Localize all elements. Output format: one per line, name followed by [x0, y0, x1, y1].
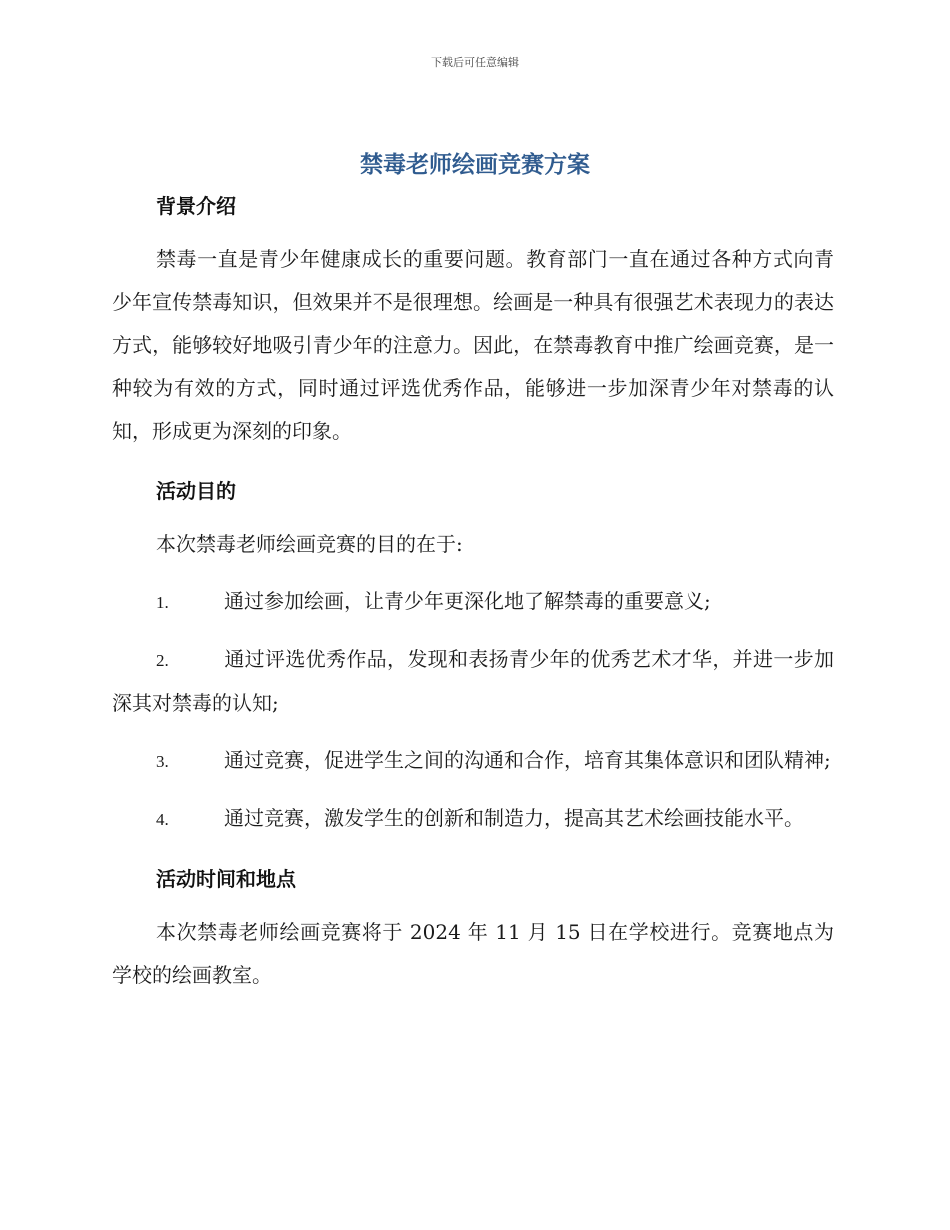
list-number: 4.: [156, 810, 169, 829]
list-item-text: 通过竞赛，促进学生之间的沟通和合作，培育其集体意识和团队精神;: [224, 748, 831, 772]
list-number: 3.: [156, 752, 169, 771]
list-item: [112, 739, 834, 783]
list-item-text: 通过竞赛，激发学生的创新和制造力，提高其艺术绘画技能水平。: [224, 806, 804, 830]
list-item-text: 通过评选优秀作品，发现和表扬青少年的优秀艺术才华，并进一步加深其对禁毒的认知;: [112, 647, 834, 715]
document-body: [112, 188, 834, 997]
list-item: [112, 638, 834, 725]
list-item: [112, 797, 834, 841]
document-title: 禁毒老师绘画竞赛方案: [360, 152, 590, 178]
header-note: 下载后可任意编辑: [431, 56, 519, 69]
time-place-paragraph: 本次禁毒老师绘画竞赛将于 2024 年 11 月 15 日在学校进行。竞赛地点为学校的绘画教室。: [112, 920, 834, 987]
background-paragraph: 禁毒一直是青少年健康成长的重要问题。教育部门一直在通过各种方式向青少年宣传禁毒知识，但效果并不是很理想。绘画是一种具有很强艺术表现力的表达方式，能够较好地吸引青少年的注意力。因此，在禁毒教育中推广绘画竞赛，是一种较为有效的方式，同时通过评选优秀作品，能够进一步加深青少年对禁毒的认知，形成更为深刻的印象。: [112, 247, 834, 443]
list-item: [112, 580, 834, 624]
purpose-intro: 本次禁毒老师绘画竞赛的目的在于:: [156, 532, 463, 556]
list-number: 2.: [156, 651, 169, 670]
section-heading-background: 背景介绍: [156, 194, 236, 218]
section-heading-time-place: 活动时间和地点: [156, 867, 296, 891]
section-heading-purpose: 活动目的: [156, 479, 236, 503]
list-item-text: 通过参加绘画，让青少年更深化地了解禁毒的重要意义;: [224, 589, 711, 613]
list-number: 1.: [156, 593, 169, 612]
